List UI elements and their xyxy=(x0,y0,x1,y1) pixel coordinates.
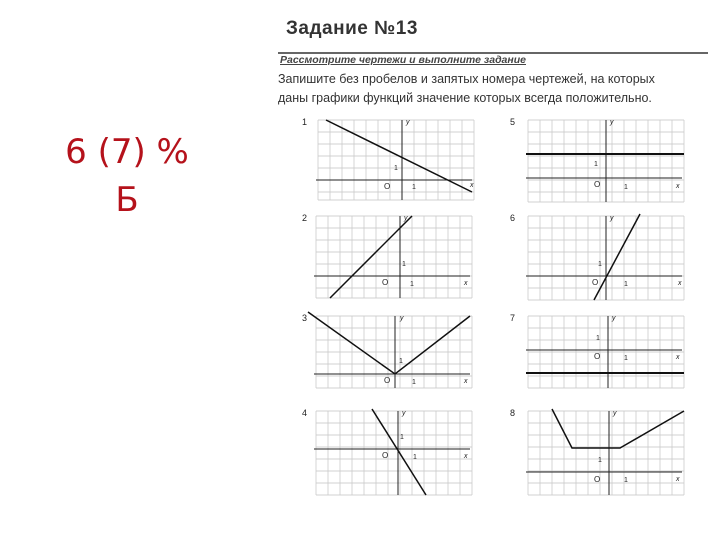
task-text xyxy=(278,70,708,108)
unit-x-label: 1 xyxy=(624,477,628,484)
graph-8 xyxy=(508,405,688,497)
graph-2 xyxy=(300,210,480,302)
origin-label: O xyxy=(382,451,389,460)
y-label: y xyxy=(613,410,617,417)
unit-y-label: 1 xyxy=(399,358,403,365)
x-label: x xyxy=(470,182,474,189)
graph-number: 6 xyxy=(510,213,516,223)
origin-label: O xyxy=(382,278,389,287)
unit-y-label: 1 xyxy=(402,261,406,268)
x-label: x xyxy=(464,453,468,460)
answer-numbers: 6 (7) % xyxy=(65,132,189,172)
function-line xyxy=(594,214,640,300)
answer-block xyxy=(62,128,192,224)
graph-number: 3 xyxy=(302,313,308,323)
function-line xyxy=(308,312,470,374)
y-label: y xyxy=(406,119,410,126)
origin-label: O xyxy=(594,352,601,361)
graph-5 xyxy=(508,114,688,204)
grid xyxy=(528,411,684,495)
origin-label: O xyxy=(594,475,601,484)
y-label: y xyxy=(610,119,614,126)
graph-number: 4 xyxy=(302,408,308,418)
x-label: x xyxy=(464,378,468,385)
task-prompt: Рассмотрите чертежи и выполните задание xyxy=(280,54,526,66)
grid xyxy=(528,316,684,388)
unit-x-label: 1 xyxy=(412,379,416,386)
unit-x-label: 1 xyxy=(413,454,417,461)
x-label: x xyxy=(676,183,680,190)
unit-y-label: 1 xyxy=(596,335,600,342)
unit-y-label: 1 xyxy=(598,261,602,268)
graph-4 xyxy=(300,405,480,497)
y-label: y xyxy=(400,315,404,322)
task-text-line1: Запишите без пробелов и запятых номера чертежей, на которых xyxy=(278,72,655,86)
grid xyxy=(316,411,472,495)
unit-x-label: 1 xyxy=(410,281,414,288)
unit-x-label: 1 xyxy=(624,355,628,362)
y-label: y xyxy=(402,410,406,417)
x-label: x xyxy=(676,354,680,361)
graph-number: 5 xyxy=(510,117,516,127)
grid xyxy=(316,316,472,388)
graph-1 xyxy=(300,114,480,204)
graph-6 xyxy=(508,210,688,302)
graph-number: 1 xyxy=(302,117,308,127)
unit-y-label: 1 xyxy=(394,165,398,172)
y-label: y xyxy=(404,215,408,222)
unit-x-label: 1 xyxy=(624,184,628,191)
task-title: Задание №13 xyxy=(286,18,418,39)
answer-variant: Б xyxy=(115,180,139,220)
origin-label: O xyxy=(384,376,391,385)
function-line xyxy=(552,409,684,448)
unit-y-label: 1 xyxy=(594,161,598,168)
y-label: y xyxy=(612,315,616,322)
grid xyxy=(316,216,472,298)
graph-number: 7 xyxy=(510,313,516,323)
origin-label: O xyxy=(594,180,601,189)
x-label: x xyxy=(464,280,468,287)
unit-y-label: 1 xyxy=(400,434,404,441)
unit-x-label: 1 xyxy=(624,281,628,288)
task-text-line2: даны графики функций значение которых всегда положительно. xyxy=(278,91,652,105)
graph-7 xyxy=(508,310,688,390)
unit-y-label: 1 xyxy=(598,457,602,464)
graph-number: 2 xyxy=(302,213,308,223)
grid xyxy=(318,120,474,200)
origin-label: O xyxy=(592,278,599,287)
x-label: x xyxy=(678,280,682,287)
function-line xyxy=(372,409,426,495)
y-label: y xyxy=(610,215,614,222)
x-label: x xyxy=(676,476,680,483)
origin-label: O xyxy=(384,182,391,191)
unit-x-label: 1 xyxy=(412,184,416,191)
graph-number: 8 xyxy=(510,408,516,418)
graph-3 xyxy=(300,310,480,390)
